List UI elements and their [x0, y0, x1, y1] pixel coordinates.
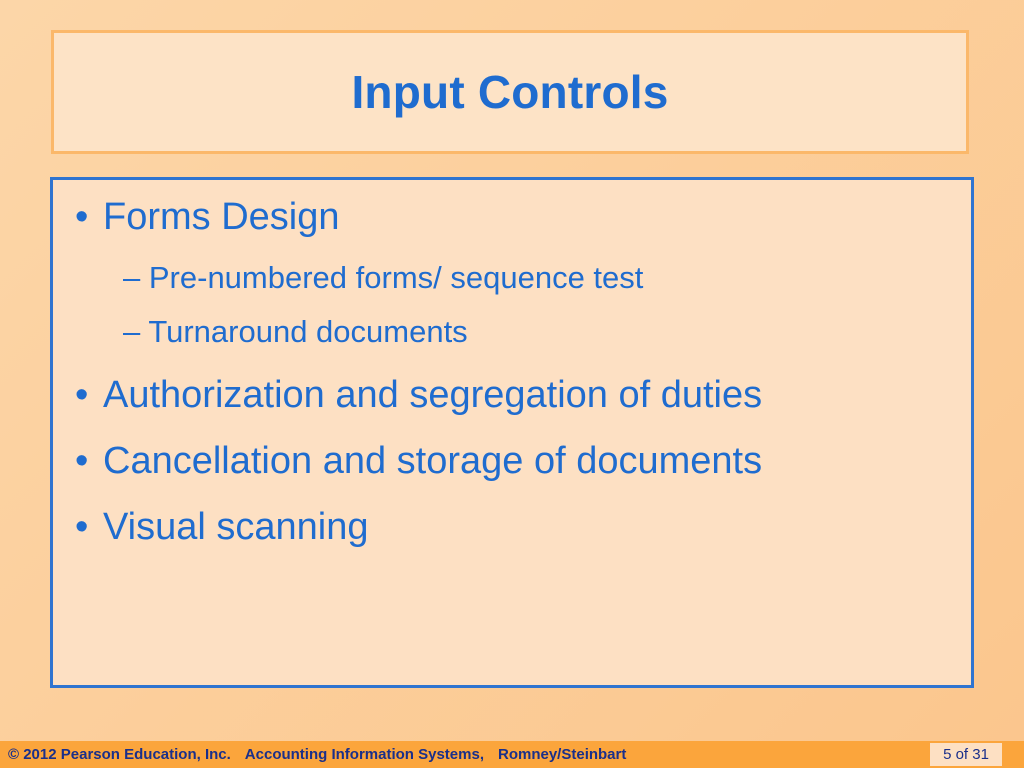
bullet-item	[75, 506, 368, 549]
bullet-dot: •	[75, 374, 89, 416]
sub-bullet-text: Turnaround documents	[148, 314, 468, 349]
bullet-text: Cancellation and storage of documents	[103, 440, 763, 482]
footer-bar	[0, 741, 1024, 768]
sub-bullet-item	[123, 314, 468, 350]
bullet-item	[75, 196, 340, 239]
slide-title: Input Controls	[351, 66, 669, 118]
sub-bullet-dash: –	[123, 260, 141, 295]
content-placeholder	[50, 177, 974, 688]
bullet-dot: •	[75, 440, 89, 482]
page-number-box	[930, 743, 1002, 766]
title-placeholder	[51, 30, 969, 154]
bullet-dot: •	[75, 506, 89, 548]
bullet-text: Forms Design	[103, 196, 340, 238]
footer-book-title: Accounting Information Systems,	[244, 746, 484, 763]
sub-bullet-dash: –	[123, 314, 141, 349]
footer-credits	[8, 746, 626, 763]
bullet-text: Visual scanning	[103, 506, 369, 548]
footer-authors: Romney/Steinbart	[498, 746, 627, 763]
page-number: 5 of 31	[943, 746, 989, 763]
bullet-text: Authorization and segregation of duties	[103, 374, 763, 416]
sub-bullet-item	[123, 260, 643, 296]
bullet-item	[75, 440, 762, 483]
bullet-item	[75, 374, 762, 417]
bullet-dot: •	[75, 196, 89, 238]
sub-bullet-text: Pre-numbered forms/ sequence test	[148, 260, 644, 295]
footer-copyright: © 2012 Pearson Education, Inc.	[8, 746, 231, 763]
